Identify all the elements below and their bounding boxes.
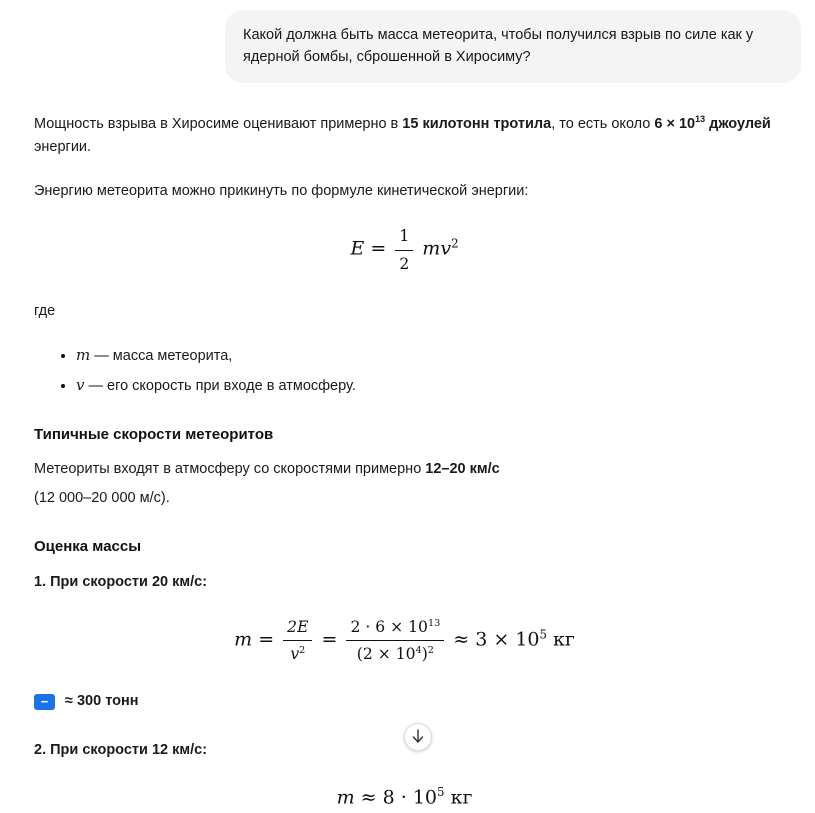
intro-bold-tnt: 15 килотонн тротила	[402, 116, 552, 133]
user-message-bubble: Какой должна быть масса метеорита, чтобы получился взрыв по силе как у ядерной бомбы, сброшенной в Хиросиму?	[225, 10, 801, 83]
step1-f2-denominator	[346, 641, 444, 666]
step-2-title: 2. При скорости 12 км/с:	[34, 741, 208, 758]
step2-lhs: m	[336, 786, 355, 809]
mass-heading: Оценка массы	[34, 538, 142, 556]
intro-text-2: , то есть около	[551, 116, 655, 133]
step1-fraction-1	[283, 615, 312, 666]
step2-mid: · 10	[400, 786, 438, 809]
intro-text-3: энергии.	[34, 138, 92, 155]
step1-f2-num-base: 2 · 6 × 10	[350, 618, 428, 637]
joules-word: джоулей	[705, 116, 771, 133]
formula-rhs: mv	[422, 238, 452, 261]
joules-mantissa: 6 × 10	[654, 116, 696, 133]
variable-desc-v: — его скорость при входе в атмосферу.	[84, 377, 356, 394]
step1-f1-den-exp: 2	[299, 645, 306, 657]
list-item	[76, 344, 775, 367]
formula-lead: Энергию метеорита можно прикинуть по формуле кинетической энергии:	[34, 183, 529, 199]
speeds-text-1: Метеориты входят в атмосферу со скоростями примерно	[34, 461, 426, 478]
step1-f2-numerator	[346, 615, 444, 641]
step2-exp: 5	[437, 785, 445, 800]
result-highlight-row	[34, 690, 775, 712]
mass-formula-step-2	[34, 783, 775, 813]
minus-badge-icon: −	[34, 694, 55, 710]
step1-f1-denominator	[283, 641, 312, 666]
speeds-paragraph	[34, 458, 775, 480]
speeds-heading: Типичные скорости метеоритов	[34, 426, 274, 444]
step1-f1-den-base: v	[290, 645, 300, 664]
list-item	[76, 374, 775, 397]
speeds-bold-range: 12–20 км/с	[425, 461, 500, 478]
variable-desc-m: — масса метеорита,	[90, 348, 233, 365]
step1-approx: ≈ 3 × 10	[453, 628, 540, 651]
step1-f2-den-exp1: 4	[415, 645, 422, 657]
step1-f2-num-exp: 13	[427, 617, 441, 629]
down-arrow-cursor-icon[interactable]	[404, 723, 432, 751]
formula-lhs: E	[350, 238, 365, 261]
intro-text-1: Мощность взрыва в Хиросиме оценивают примерно в	[34, 116, 403, 133]
where-label: где	[34, 302, 56, 319]
intro-paragraph	[34, 113, 775, 158]
intro-bold-joules	[654, 116, 770, 132]
step-1-title: 1. При скорости 20 км/с:	[34, 573, 208, 590]
formula-rhs-exponent: 2	[451, 236, 459, 251]
one-half-fraction	[395, 224, 413, 275]
variables-list	[34, 344, 775, 397]
fraction-denominator: 2	[399, 254, 410, 273]
step1-equals-2: =	[321, 628, 338, 651]
kinetic-energy-formula	[34, 224, 775, 275]
assistant-answer	[0, 83, 815, 813]
variable-symbol-m: m	[76, 346, 91, 365]
step2-unit: кг	[450, 786, 473, 809]
step1-unit: кг	[553, 628, 575, 651]
joules-exponent: 13	[695, 114, 706, 125]
result-text: ≈ 300 тонн	[65, 693, 139, 710]
step1-fraction-2	[346, 615, 444, 666]
step1-lhs: m	[234, 628, 253, 651]
speeds-paragraph-2: (12 000–20 000 м/с).	[34, 489, 170, 506]
fraction-numerator: 1	[395, 224, 413, 250]
mass-formula-step-1	[34, 615, 775, 666]
variable-symbol-v: v	[76, 375, 85, 394]
step1-approx-exp: 5	[539, 627, 547, 642]
formula-equals: =	[370, 238, 387, 261]
step1-f2-den-close: )	[421, 645, 428, 664]
step1-equals-1: =	[258, 628, 275, 651]
step1-f1-numerator: 2E	[283, 615, 312, 641]
step1-f2-den-base: (2 × 10	[356, 645, 416, 664]
step2-approx: ≈ 8	[360, 786, 395, 809]
user-message-row	[0, 0, 815, 83]
step1-f2-den-exp2: 2	[427, 645, 434, 657]
